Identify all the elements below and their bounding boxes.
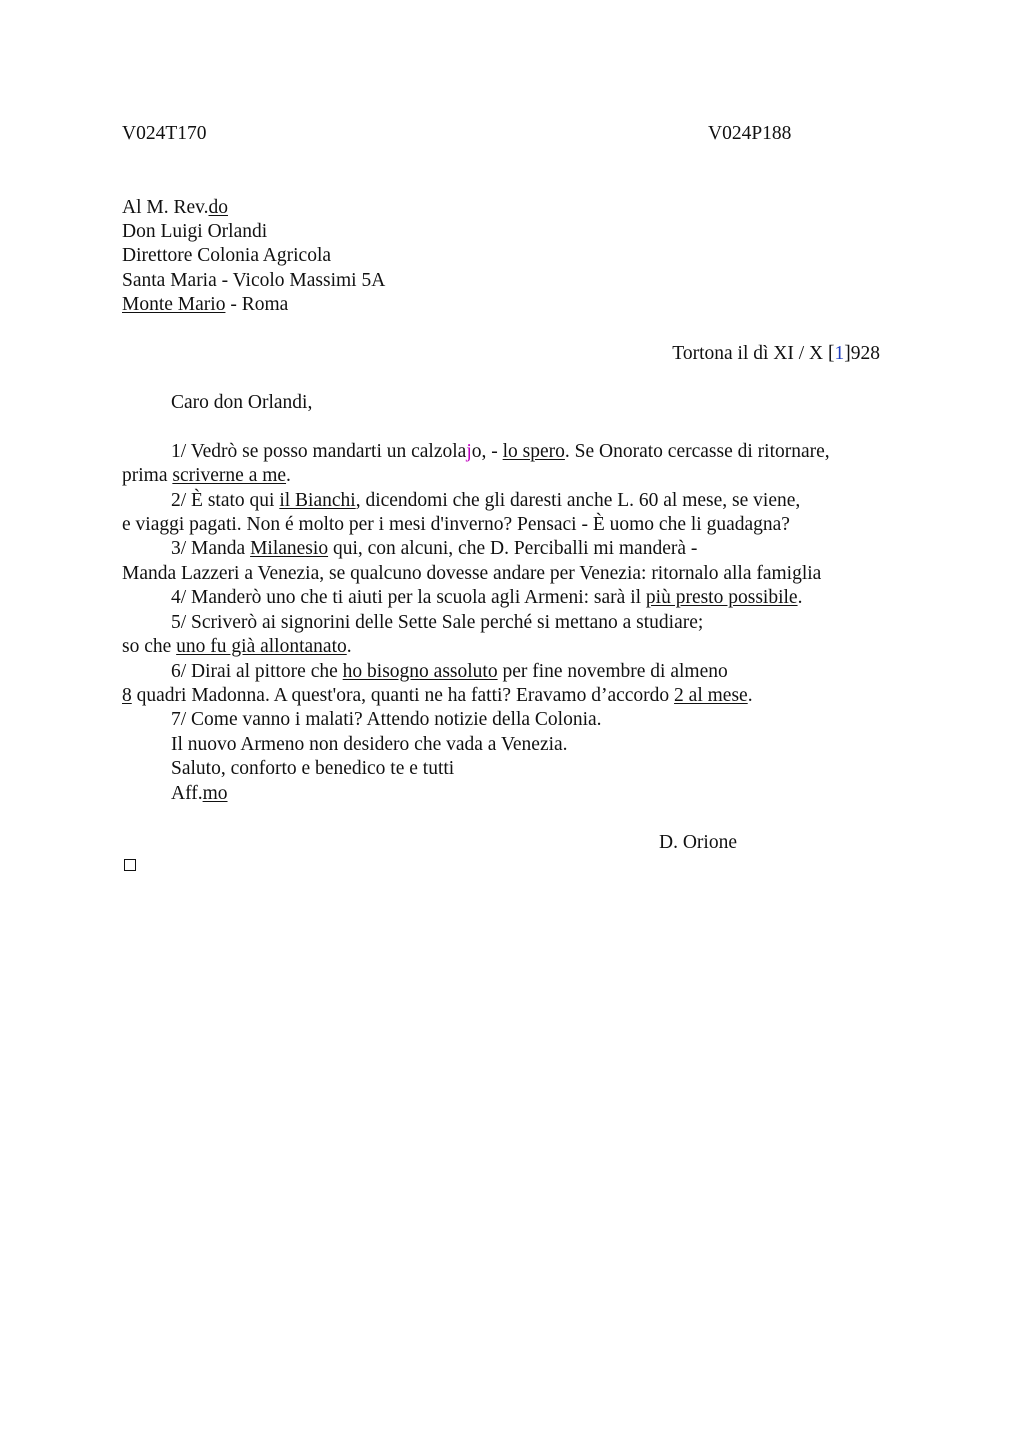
address-line-1 xyxy=(122,196,228,220)
underlined-text: uno fu già allontanato xyxy=(176,636,347,657)
address-line-2: Don Luigi Orlandi xyxy=(122,221,268,242)
text-run: qui, con alcuni, che D. Perciballi mi manderà - xyxy=(328,538,698,559)
text-run: 1/ Vedrò se posso mandarti un calzola xyxy=(171,441,467,462)
body-line-greeting: Saluto, conforto e benedico te e tutti xyxy=(171,758,455,779)
underlined-text: il Bianchi xyxy=(279,490,356,511)
address-title-abbrev: do xyxy=(208,197,228,218)
text-run: . Se Onorato cercasse di ritornare, xyxy=(564,441,830,462)
underlined-text: Milanesio xyxy=(250,538,329,559)
address-city: - Roma xyxy=(225,294,289,315)
closing xyxy=(171,782,228,806)
document-code-right: V024P188 xyxy=(708,123,792,144)
body-line-armeno: Il nuovo Armeno non desidero che vada a Venezia. xyxy=(171,734,568,755)
underlined-text: scriverne a me xyxy=(172,465,287,486)
underlined-text: più presto possibile xyxy=(645,587,798,608)
closing-abbrev: mo xyxy=(202,783,228,804)
address-line-4: Santa Maria - Vicolo Massimi 5A xyxy=(122,270,386,291)
paragraph-5-line-2 xyxy=(122,635,352,659)
editorial-letter: j xyxy=(466,441,472,462)
address-line-5 xyxy=(122,293,288,317)
text-run: 3/ Manda xyxy=(171,538,251,559)
text-run: 6/ Dirai al pittore che xyxy=(171,661,343,682)
paragraph-7-line-1: 7/ Come vanno i malati? Attendo notizie della Colonia. xyxy=(171,709,602,730)
paragraph-1-line-1 xyxy=(171,440,830,464)
end-marker-square-icon xyxy=(124,859,136,871)
text-run: 2/ È stato qui xyxy=(171,490,280,511)
address-locality: Monte Mario xyxy=(122,294,226,315)
date-suffix: ]928 xyxy=(844,343,880,364)
document-code-left: V024T170 xyxy=(122,123,207,144)
paragraph-6-line-2 xyxy=(122,684,753,708)
text-run: o, - xyxy=(471,441,503,462)
paragraph-3-line-1 xyxy=(171,537,697,561)
paragraph-5-line-1: 5/ Scriverò ai signorini delle Sette Sale perché si mettano a studiare; xyxy=(171,612,704,633)
salutation: Caro don Orlandi, xyxy=(171,392,313,413)
text-run: quadri Madonna. A quest'ora, quanti ne ha fatti? Eravamo d’accordo xyxy=(131,685,675,706)
paragraph-6-line-1 xyxy=(171,660,728,684)
closing-prefix: Aff. xyxy=(171,783,203,804)
text-run: , dicendomi che gli daresti anche L. 60 al mese, se viene, xyxy=(355,490,801,511)
date-prefix: Tortona il dì XI / X [ xyxy=(672,343,835,364)
text-run: per fine novembre di almeno xyxy=(497,661,728,682)
paragraph-2-line-1 xyxy=(171,489,800,513)
underlined-text: lo spero xyxy=(502,441,565,462)
address-line-3: Direttore Colonia Agricola xyxy=(122,245,332,266)
underlined-text: 2 al mese xyxy=(674,685,748,706)
text-run: . xyxy=(797,587,803,608)
letter-date xyxy=(672,342,880,366)
address-title: Al M. Rev. xyxy=(122,197,209,218)
text-run: . xyxy=(747,685,753,706)
paragraph-1-line-2 xyxy=(122,464,291,488)
text-run: so che xyxy=(122,636,177,657)
text-run: 4/ Manderò uno che ti aiuti per la scuola agli Armeni: sarà il xyxy=(171,587,646,608)
text-run: prima xyxy=(122,465,173,486)
text-run: . xyxy=(286,465,291,486)
paragraph-3-line-2: Manda Lazzeri a Venezia, se qualcuno dovesse andare per Venezia: ritornalo alla famiglia xyxy=(122,563,822,584)
signature: D. Orione xyxy=(659,832,737,853)
date-editorial-digit: 1 xyxy=(834,343,845,364)
paragraph-2-line-2: e viaggi pagati. Non é molto per i mesi d'inverno? Pensaci - È uomo che li guadagna? xyxy=(122,514,790,535)
underlined-text: 8 xyxy=(122,685,132,706)
paragraph-4-line-1 xyxy=(171,586,802,610)
underlined-text: ho bisogno assoluto xyxy=(342,661,498,682)
text-run: . xyxy=(346,636,352,657)
